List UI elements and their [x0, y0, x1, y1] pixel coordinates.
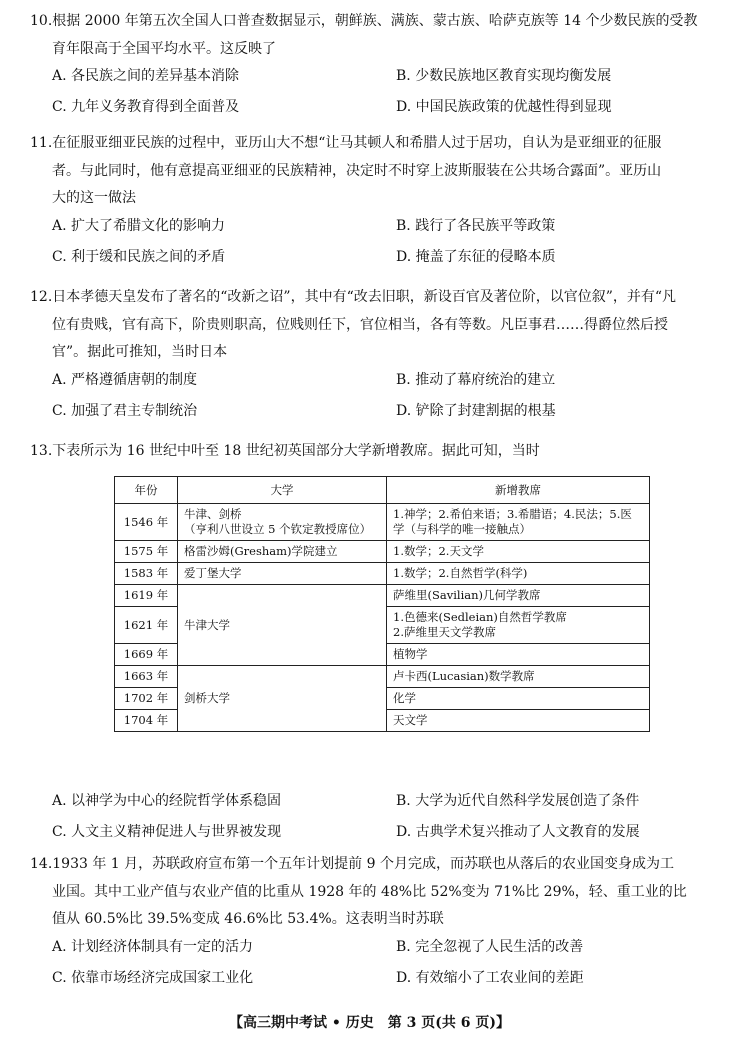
cell-chairs: 天文学 — [387, 710, 650, 732]
question-12 — [30, 284, 720, 429]
q13-option-d: D. 古典学术复兴推动了人文教育的发展 — [396, 824, 640, 840]
question-13 — [30, 438, 720, 466]
q11-option-c: C. 利于缓和民族之间的矛盾 — [52, 248, 226, 265]
cell-year: 1669 年 — [115, 644, 178, 666]
q10-stem-line2: 育年限高于全国平均水平。这反映了 — [52, 40, 276, 57]
q12-options-row2 — [30, 398, 720, 429]
cell-chairs — [387, 504, 650, 541]
q11-option-a: A. 扩大了希腊文化的影响力 — [52, 217, 226, 234]
q12-stem-line1: 12.日本孝德天皇发布了著名的“改新之诏”，其中有“改去旧职，新设百官及著位阶，以官位叙”，并有“凡 — [30, 289, 677, 305]
q14-stem-line3: 值从 60.5%比 39.5%变成 46.6%比 53.4%。这表明当时苏联 — [52, 911, 444, 927]
q11-option-b: B. 践行了各民族平等政策 — [396, 217, 556, 234]
cell-year: 1619 年 — [115, 585, 178, 607]
q14-options-row1 — [30, 934, 720, 965]
q10-option-c: C. 九年义务教育得到全面普及 — [52, 99, 240, 115]
q12-options-row1 — [30, 367, 720, 398]
page-footer: 【高三期中考试 • 历史 第 3 页(共 6 页)】 — [229, 1015, 510, 1031]
q10-stem-line1: 10.根据 2000 年第五次全国人口普查数据显示，朝鲜族、满族、蒙古族、哈萨克族等 14 个少数民族的受教 — [30, 13, 698, 29]
q12-option-d: D. 铲除了封建割据的根基 — [396, 402, 556, 419]
q14-option-d: D. 有效缩小了工农业间的差距 — [396, 969, 584, 986]
q14-option-c: C. 依靠市场经济完成国家工业化 — [52, 969, 254, 986]
table-header-row — [115, 477, 650, 504]
cell-university-cambridge: 剑桥大学 — [178, 666, 387, 732]
q13-option-a: A. 以神学为中心的经院哲学体系稳固 — [52, 793, 282, 809]
universities-table — [114, 476, 650, 732]
table-row — [115, 504, 650, 541]
cell-chairs-line1: 1.色德来(Sedleian)自然哲学教席 — [393, 610, 567, 624]
q10-option-d: D. 中国民族政策的优越性得到显现 — [396, 99, 612, 115]
q14-stem-line1: 14.1933 年 1 月，苏联政府宣布第一个五年计划提前 9 个月完成，而苏联也从落后的农业国变身成为工 — [30, 856, 674, 872]
q13-stem-line1: 13.下表所示为 16 世纪中叶至 18 世纪初英国部分大学新增教席。据此可知，当时 — [30, 443, 540, 459]
q11-stem-line3: 大的这一做法 — [52, 190, 136, 206]
cell-year: 1583 年 — [115, 563, 178, 585]
cell-university: 爱丁堡大学 — [178, 563, 387, 585]
q10-options-row2 — [30, 94, 720, 125]
cell-chairs — [387, 607, 650, 644]
header-new-chairs: 新增教席 — [387, 477, 650, 504]
q12-option-a: A. 严格遵循唐朝的制度 — [52, 371, 198, 388]
q11-option-d: D. 掩盖了东征的侵略本质 — [396, 248, 556, 265]
table-row — [115, 563, 650, 585]
q12-option-c: C. 加强了君主专制统治 — [52, 402, 198, 419]
question-11 — [30, 130, 720, 275]
table-row — [115, 666, 650, 688]
cell-university — [178, 504, 387, 541]
cell-university-line2: （亨利八世设立 5 个钦定教授席位） — [184, 522, 372, 536]
header-university: 大学 — [178, 477, 387, 504]
q11-stem-line1: 11.在征服亚细亚民族的过程中，亚历山大不想“让马其顿人和希腊人过于居功，自认为是亚细亚的征服 — [30, 135, 662, 151]
q11-options-row2 — [30, 244, 720, 275]
cell-year: 1702 年 — [115, 688, 178, 710]
q12-stem-line2: 位有贵贱，官有高下，阶贵则职高，位贱则任下，官位相当，各有等数。凡臣事君……得爵位然后授 — [52, 316, 668, 333]
cell-university-line1: 牛津、剑桥 — [184, 507, 242, 521]
q10-options-row1 — [30, 63, 720, 94]
q12-stem-line3: 官”。据此可推知，当时日本 — [52, 344, 228, 360]
q13-options — [30, 788, 720, 850]
cell-year: 1663 年 — [115, 666, 178, 688]
header-year: 年份 — [115, 477, 178, 504]
cell-chairs: 卢卡西(Lucasian)数学教席 — [387, 666, 650, 688]
q10-option-b: B. 少数民族地区教育实现均衡发展 — [396, 68, 612, 84]
cell-year: 1704 年 — [115, 710, 178, 732]
q14-option-b: B. 完全忽视了人民生活的改善 — [396, 938, 584, 955]
cell-chairs: 1.数学；2.自然哲学(科学) — [387, 563, 650, 585]
q14-stem-line2: 业国。其中工业产值与农业产值的比重从 1928 年的 48%比 52%变为 71%比 29%，轻、重工业的比 — [52, 883, 687, 900]
q14-option-a: A. 计划经济体制具有一定的活力 — [52, 938, 254, 955]
cell-chairs-line1: 1.神学；2.希伯来语；3.希腊语；4.民法；5.医 — [393, 507, 632, 521]
cell-chairs-line2: 学（与科学的唯一接触点） — [393, 522, 531, 536]
cell-university: 格雷沙姆(Gresham)学院建立 — [178, 541, 387, 563]
table-row — [115, 585, 650, 607]
q14-options-row2 — [30, 965, 720, 996]
cell-chairs: 植物学 — [387, 644, 650, 666]
cell-year: 1575 年 — [115, 541, 178, 563]
cell-university-oxford: 牛津大学 — [178, 585, 387, 666]
cell-chairs-line2: 2.萨维里天文学教席 — [393, 625, 496, 639]
cell-chairs: 萨维里(Savilian)几何学教席 — [387, 585, 650, 607]
q13-option-b: B. 大学为近代自然科学发展创造了条件 — [396, 793, 640, 809]
q11-stem-line2: 者。与此同时，他有意提高亚细亚的民族精神，决定时不时穿上波斯服装在公共场合露面”。亚历山 — [52, 162, 662, 179]
cell-year: 1546 年 — [115, 504, 178, 541]
q12-option-b: B. 推动了幕府统治的建立 — [396, 371, 556, 388]
cell-year: 1621 年 — [115, 607, 178, 644]
q10-option-a: A. 各民族之间的差异基本消除 — [52, 68, 240, 84]
cell-chairs: 1.数学；2.天文学 — [387, 541, 650, 563]
question-14 — [30, 851, 720, 996]
q13-option-c: C. 人文主义精神促进人与世界被发现 — [52, 824, 282, 840]
question-10 — [30, 8, 720, 125]
cell-chairs: 化学 — [387, 688, 650, 710]
q11-options-row1 — [30, 213, 720, 244]
table-row — [115, 541, 650, 563]
q13-options-row1 — [30, 788, 720, 819]
q13-options-row2 — [30, 819, 720, 850]
